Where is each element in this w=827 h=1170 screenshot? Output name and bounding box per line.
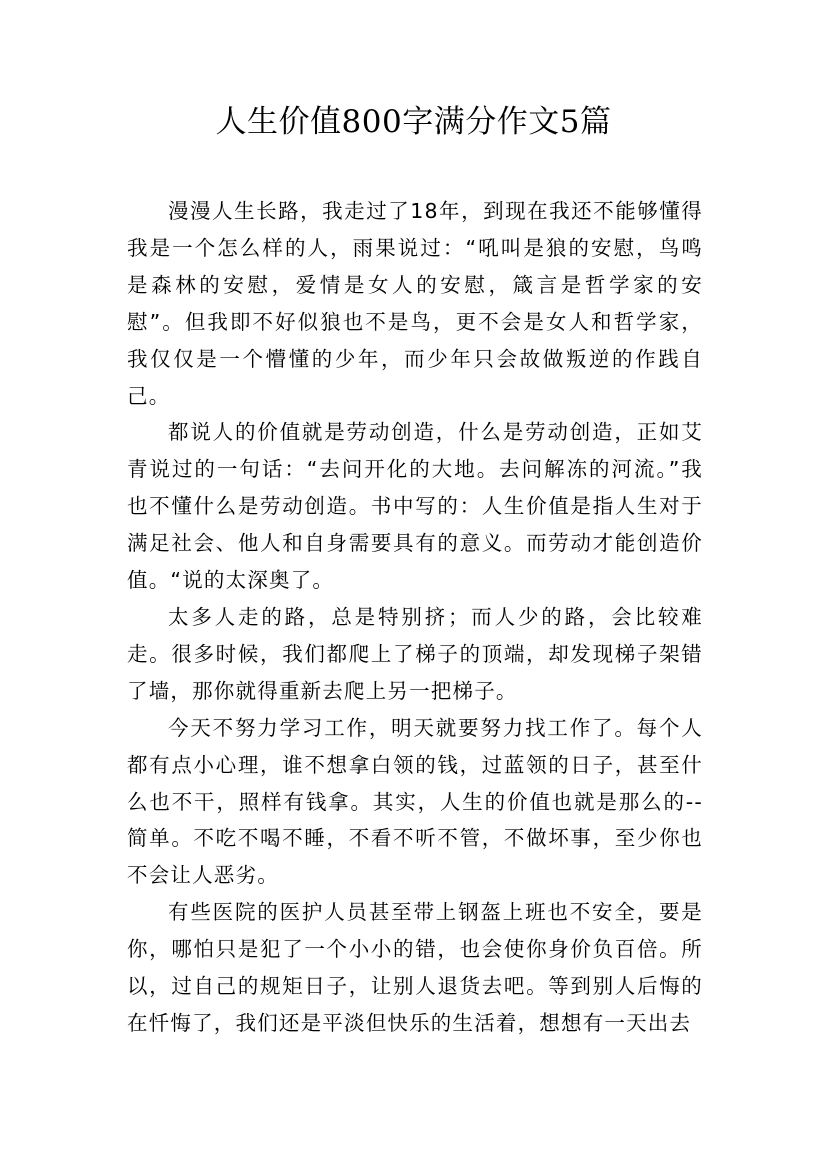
paragraph: 有些医院的医护人员甚至带上钢盔上班也不安全，要是你，哪怕只是犯了一个小小的错，也会使你身价负百倍。所以，过自己的规矩日子，让别人退货去吧。等到别人后悔的在忏悔了，我们还是平淡但快乐的生活着，想想有一天出去 <box>127 900 703 1035</box>
paragraph: 都说人的价值就是劳动创造，什么是劳动创造，正如艾青说过的一句话：“去问开化的大地。去问解冻的河流。”我也不懂什么是劳动创造。书中写的：人生价值是指人生对于满足社会、他人和自身需要具有的意义。而劳动才能创造价值。“说的太深奥了。 <box>127 420 703 593</box>
paragraph: 今天不努力学习工作，明天就要努力找工作了。每个人都有点小心理，谁不想拿白领的钱，过蓝领的日子，甚至什么也不干，照样有钱拿。其实，人生的价值也就是那么的--简单。不吃不喝不睡，不看不听不管，不做坏事，至少你也不会让人恶劣。 <box>127 715 703 888</box>
document-body <box>127 193 703 1042</box>
paragraph: 太多人走的路，总是特别挤；而人少的路，会比较难走。很多时候，我们都爬上了梯子的顶端，却发现梯子架错了墙，那你就得重新去爬上另一把梯子。 <box>127 604 703 703</box>
document-title: 人生价值800字满分作文5篇 <box>215 104 612 140</box>
paragraph: 漫漫人生长路，我走过了18年，到现在我还不能够懂得我是一个怎么样的人，雨果说过：“吼叫是狼的安慰，鸟鸣是森林的安慰，爱情是女人的安慰，箴言是哲学家的安慰”。但我即不好似狼也不是鸟，更不会是女人和哲学家，我仅仅是一个懵懂的少年，而少年只会故做叛逆的作践自己。 <box>127 199 703 408</box>
